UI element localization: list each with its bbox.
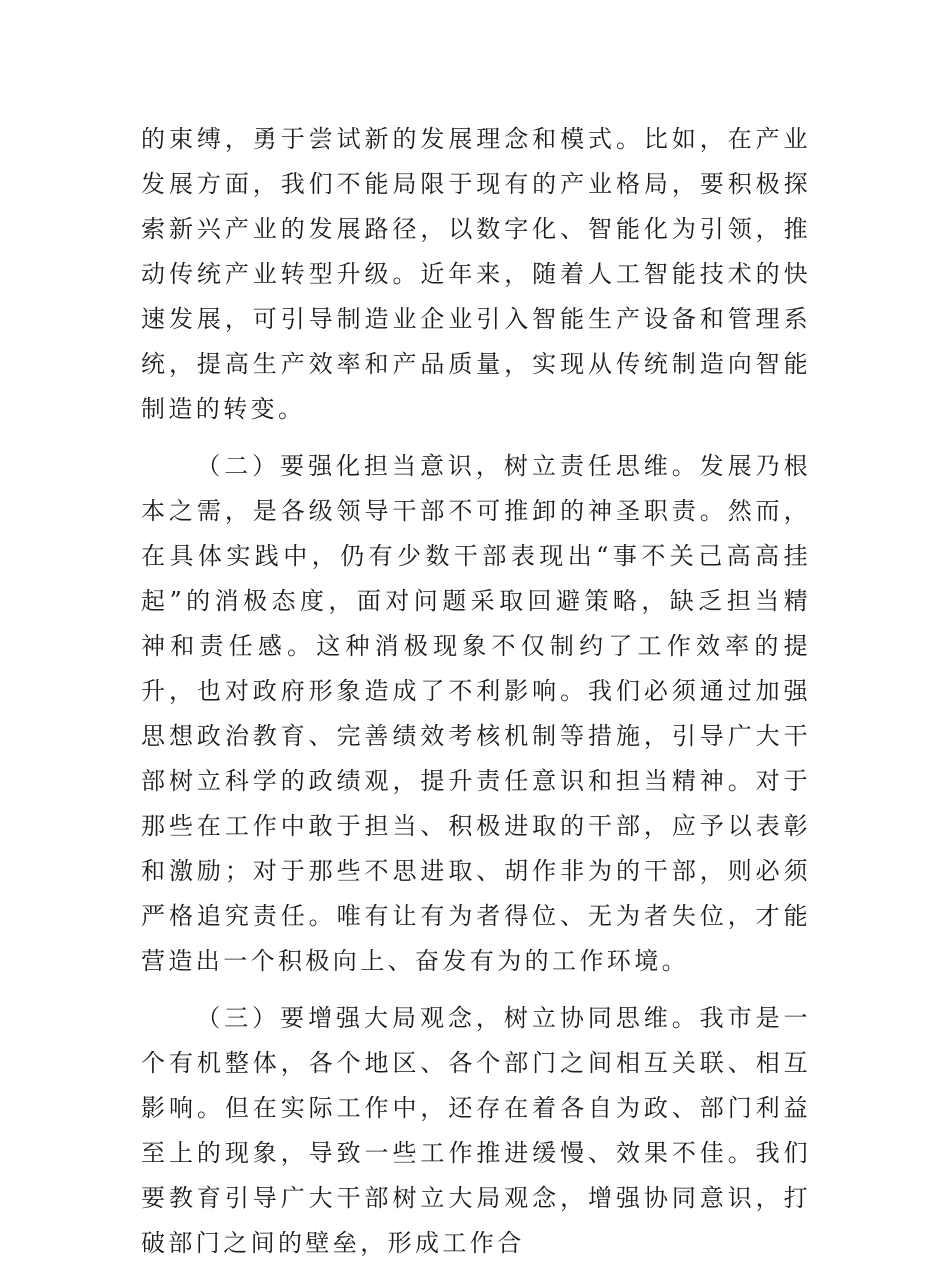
paragraph-3: （三）要增强大局观念，树立协同思维。我市是一个有机整体，各个地区、各个部门之间相互关联、相互影响。但在实际工作中，还存在着各自为政、部门利益至上的现象，导致一些工作推进缓慢、效果不佳。我们要教育引导广大干部树立大局观念，增强协同意识，打破部门之间的壁垒，形成工作合 (141, 1004, 811, 1257)
paragraph-2: （二）要强化担当意识，树立责任思维。发展乃根本之需，是各级领导干部不可推卸的神圣职责。然而，在具体实践中，仍有少数干部表现出“事不关己高高挂起”的消极态度，面对问题采取回避策略，缺乏担当精神和责任感。这种消极现象不仅制约了工作效率的提升，也对政府形象造成了不利影响。我们必须通过加强思想政治教育、完善绩效考核机制等措施，引导广大干部树立科学的政绩观，提升责任意识和担当精神。对于那些在工作中敢于担当、积极进取的干部，应予以表彰和激励；对于那些不思进取、胡作非为的干部，则必须严格追究责任。唯有让有为者得位、无为者失位，才能营造出一个积极向上、奋发有为的工作环境。 (141, 452, 811, 975)
document-body (141, 117, 811, 1266)
paragraph-1: 的束缚，勇于尝试新的发展理念和模式。比如，在产业发展方面，我们不能局限于现有的产业格局，要积极探索新兴产业的发展路径，以数字化、智能化为引领，推动传统产业转型升级。近年来，随着人工智能技术的快速发展，可引导制造业企业引入智能生产设备和管理系统，提高生产效率和产品质量，实现从传统制造向智能制造的转变。 (141, 125, 811, 423)
